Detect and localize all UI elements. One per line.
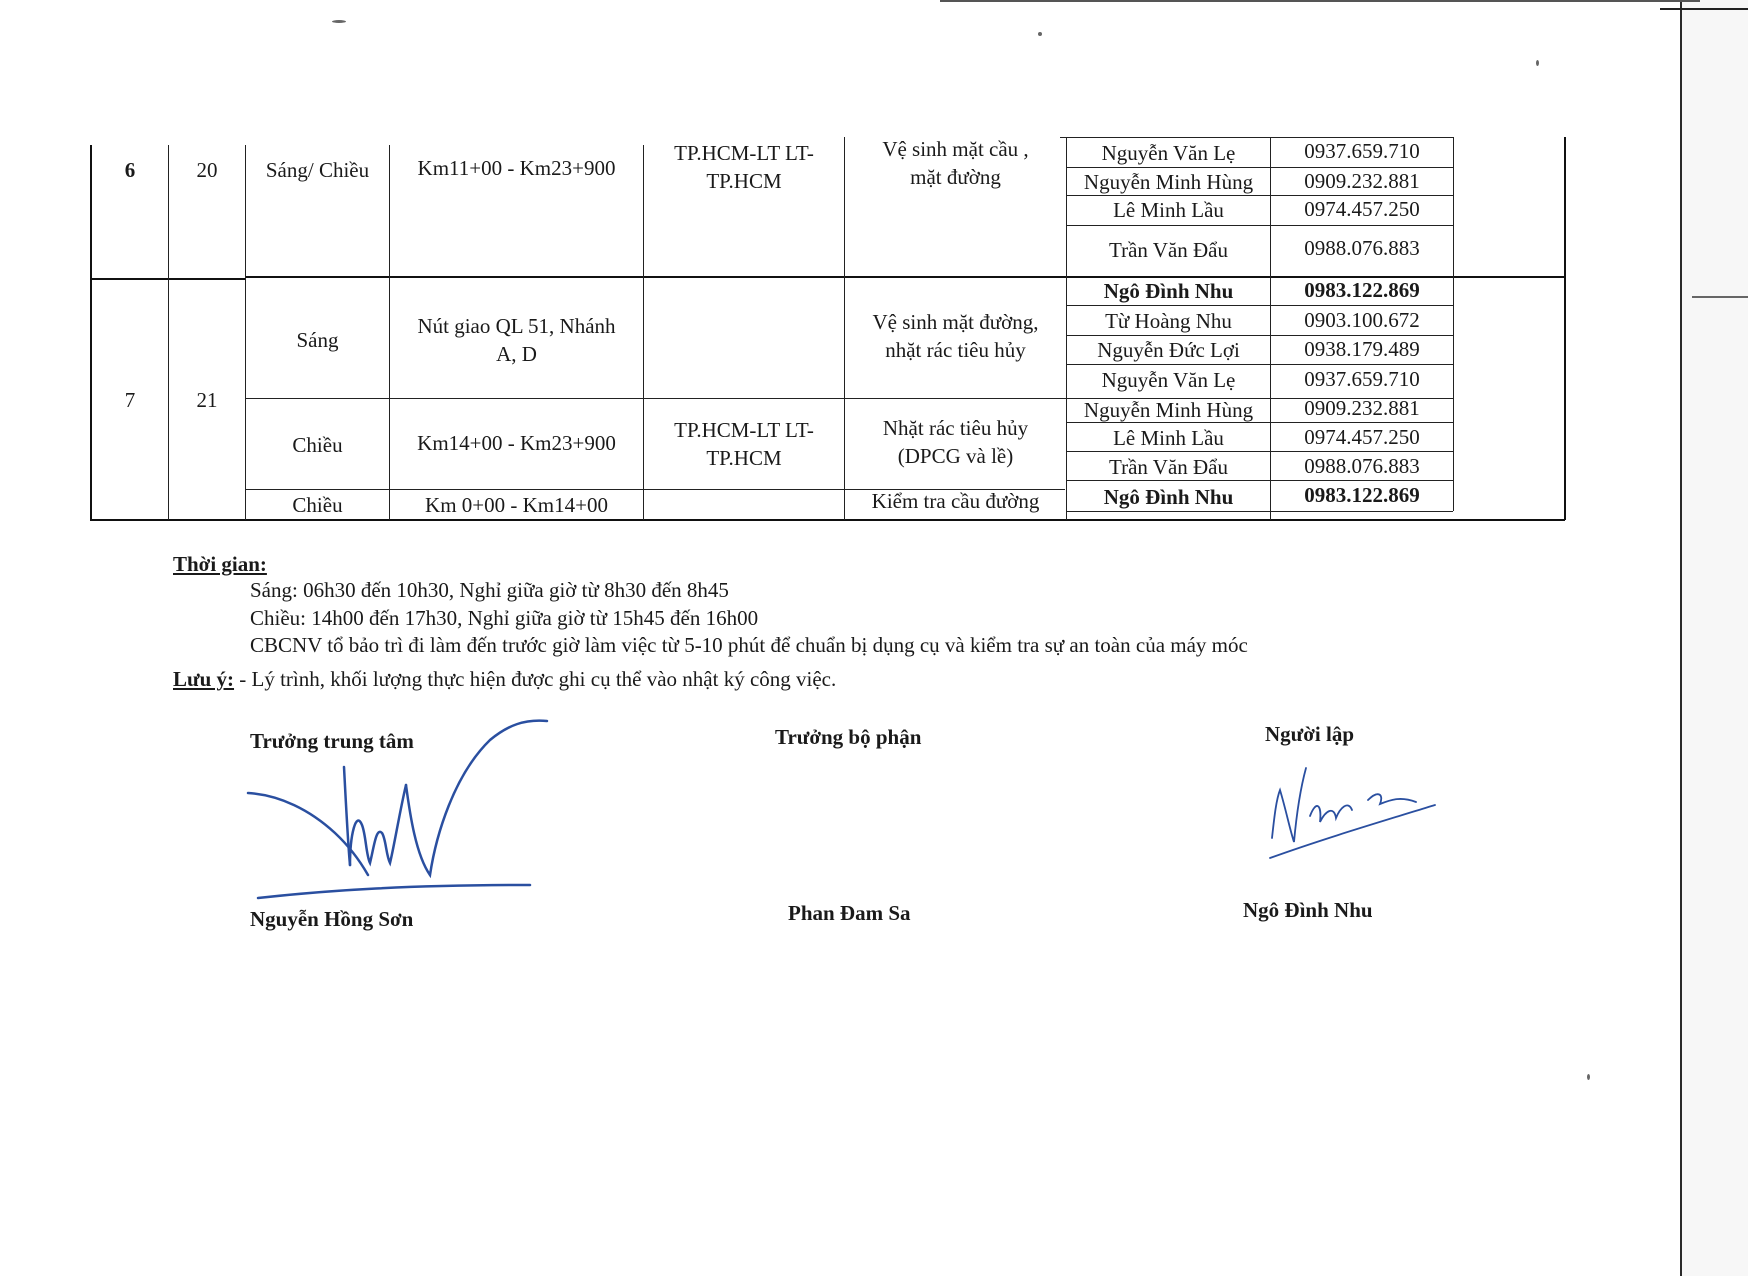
center-head-title: Trưởng trung tâm: [250, 729, 414, 753]
staff-phone: 0937.659.710: [1304, 139, 1420, 163]
table-line: [1067, 225, 1453, 226]
table-line: [90, 519, 1565, 521]
table-line: [168, 145, 169, 520]
remark-text: - Lý trình, khối lượng thực hiện được ghi cụ thể vào nhật ký công việc.: [234, 667, 837, 691]
remark-line: [173, 667, 836, 692]
table-line: [90, 145, 92, 520]
table-line: [1453, 137, 1454, 511]
dept-head-title: Trưởng bộ phận: [775, 725, 922, 749]
staff-phone: 0937.659.710: [1304, 367, 1420, 391]
row-7-task: Nhặt rác tiêu hủy (DPCG và lề): [882, 416, 1029, 468]
row-6-stt: 6: [124, 158, 136, 182]
row-7-route: Nút giao QL 51, Nhánh A, D: [417, 314, 616, 366]
table-line: [1060, 137, 1271, 138]
staff-note: CBCNV tổ bảo trì đi làm đến trước giờ làm việc từ 5-10 phút để chuẩn bị dụng cụ và kiểm tra sự an toàn của máy móc: [250, 633, 1248, 657]
staff-name: Lê Minh Lầu: [1113, 426, 1224, 450]
staff-name: Lê Minh Lầu: [1113, 198, 1224, 222]
staff-name: Từ Hoàng Nhu: [1105, 308, 1232, 333]
time-heading: Thời gian:: [173, 552, 267, 576]
staff-name: Nguyễn Văn Lẹ: [1101, 141, 1236, 165]
row-7-stt: 7: [124, 388, 136, 412]
staff-phone: 0988.076.883: [1304, 454, 1420, 478]
row-7-task: Kiểm tra cầu đường: [871, 488, 1040, 513]
staff-name: Ngô Đình Nhu: [1103, 279, 1234, 303]
staff-phone: 0983.122.869: [1304, 278, 1420, 302]
row-7-route: Km14+00 - Km23+900: [417, 431, 616, 455]
row-6-day: 20: [196, 158, 218, 182]
staff-phone: 0903.100.672: [1304, 307, 1420, 332]
dept-head-name: Phan Đam Sa: [788, 901, 911, 925]
row-7-task: Vệ sinh mặt đường, nhặt rác tiêu hủy: [872, 310, 1039, 362]
preparer-signature: [1260, 760, 1440, 870]
remark-label: Lưu ý:: [173, 667, 235, 691]
table-line: [1564, 137, 1566, 520]
preparer-name: Ngô Đình Nhu: [1243, 898, 1373, 922]
row-7-line: [644, 490, 844, 519]
staff-phone: 0988.076.883: [1304, 236, 1420, 260]
staff-phone: 0974.457.250: [1304, 197, 1420, 221]
row-7-line: [644, 310, 844, 370]
staff-phone: 0974.457.250: [1304, 425, 1420, 449]
table-line: [1067, 511, 1453, 512]
row-6-line: TP.HCM-LT LT- TP.HCM: [674, 141, 814, 193]
staff-name: Nguyễn Minh Hùng: [1083, 397, 1254, 422]
preparer-title: Người lập: [1265, 722, 1354, 746]
staff-phone: 0909.232.881: [1304, 168, 1420, 193]
schedule-table: [0, 0, 1748, 530]
staff-phone: 0938.179.489: [1304, 337, 1420, 361]
row-6-route: Km11+00 - Km23+900: [417, 156, 616, 180]
row-6-task: Vệ sinh mặt cầu , mặt đường: [882, 137, 1029, 189]
staff-name: Nguyễn Minh Hùng: [1083, 169, 1254, 194]
morning-schedule: Sáng: 06h30 đến 10h30, Nghỉ giữa giờ từ 8h30 đến 8h45: [250, 578, 729, 602]
staff-phone: 0983.122.869: [1304, 483, 1420, 507]
staff-name: Trần Văn Đẩu: [1109, 455, 1228, 479]
center-head-name: Nguyễn Hồng Sơn: [250, 907, 414, 931]
staff-name: Ngô Đình Nhu: [1103, 485, 1234, 509]
row-7-shift: Chiều: [292, 433, 343, 457]
scan-dust: [1587, 1074, 1590, 1080]
center-head-signature: [240, 715, 560, 905]
row-7-line: TP.HCM-LT LT- TP.HCM: [674, 418, 814, 470]
row-7-shift: Chiều: [292, 492, 343, 517]
row-6-shift: Sáng/ Chiều: [265, 158, 370, 182]
staff-phone: 0909.232.881: [1304, 395, 1420, 420]
afternoon-schedule: Chiều: 14h00 đến 17h30, Nghỉ giữa giờ từ 15h45 đến 16h00: [250, 606, 759, 630]
staff-name: Nguyễn Đức Lợi: [1097, 338, 1240, 362]
staff-name: Nguyễn Văn Lẹ: [1101, 368, 1236, 392]
row-7-day: 21: [196, 388, 218, 412]
row-7-route: Km 0+00 - Km14+00: [425, 492, 608, 517]
staff-name: Trần Văn Đẩu: [1109, 238, 1228, 262]
row-7-shift: Sáng: [296, 328, 339, 352]
